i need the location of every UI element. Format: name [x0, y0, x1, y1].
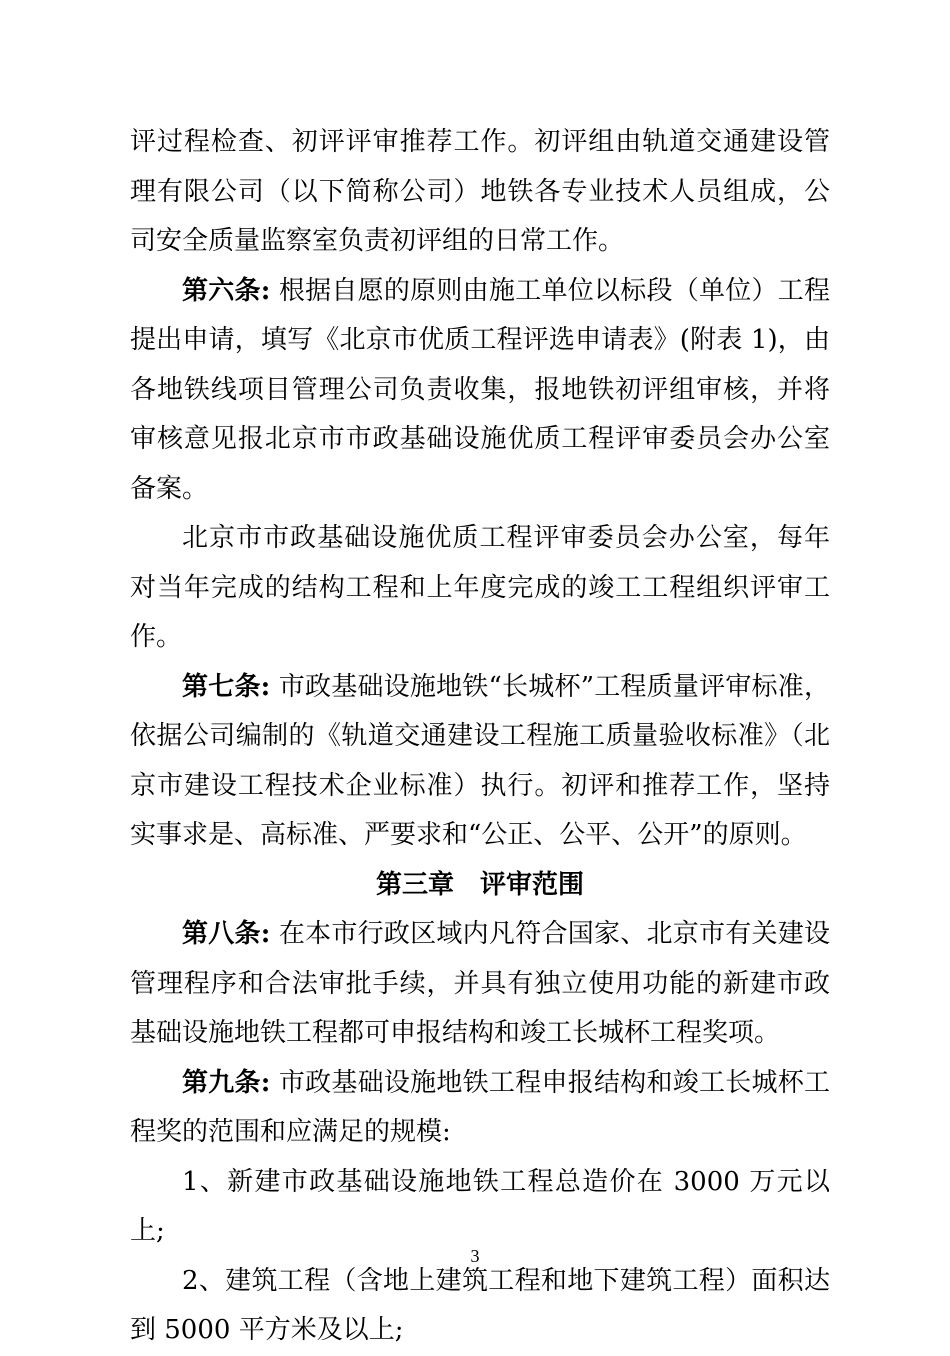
article-label: 第七条: [182, 671, 271, 702]
list-item-text: 1、新建市政基础设施地铁工程总造价在 3000 万元以上; [130, 1166, 830, 1246]
article-9 [130, 1059, 830, 1158]
paragraph-continuation [130, 118, 830, 267]
list-item-text: 2、建筑工程（含地上建筑工程和地下建筑工程）面积达到 5000 平方米及以上; [130, 1265, 830, 1345]
article-6 [130, 267, 830, 515]
document-body [130, 118, 830, 1356]
paragraph-review-office [130, 514, 830, 663]
paragraph-text: 根据自愿的原则由施工单位以标段（单位）工程提出申请，填写《北京市优质工程评选申请表》(附表 1)，由各地铁线项目管理公司负责收集，报地铁初评组审核，并将审核意见报北京市市政基础设施优质工程评审委员会办公室备案。 [130, 275, 830, 504]
chapter-title: 第三章 评审范围 [375, 869, 584, 900]
article-label: 第八条: [182, 919, 271, 949]
article-label: 第九条: [182, 1067, 271, 1098]
page-number: 3 [470, 1246, 480, 1266]
paragraph-text: 市政基础设施地铁工程申报结构和竣工长城杯工程奖的范围和应满足的规模: [130, 1067, 830, 1147]
article-label: 第六条: [182, 275, 271, 306]
article-7 [130, 663, 830, 861]
paragraph-text: 北京市市政基础设施优质工程评审委员会办公室，每年对当年完成的结构工程和上年度完成的竣工工程组织评审工作。 [130, 523, 830, 652]
list-item-2 [130, 1257, 830, 1356]
paragraph-text: 在本市行政区域内凡符合国家、北京市有关建设管理程序和合法审批手续，并具有独立使用功能的新建市政基础设施地铁工程都可申报结构和竣工长城杯工程奖项。 [130, 919, 830, 1048]
article-8 [130, 910, 830, 1059]
list-item-1 [130, 1158, 830, 1257]
chapter-heading [130, 861, 830, 911]
paragraph-text: 评过程检查、初评评审推荐工作。初评组由轨道交通建设管理有限公司（以下简称公司）地铁各专业技术人员组成，公司安全质量监察室负责初评组的日常工作。 [130, 127, 830, 256]
paragraph-text: 市政基础设施地铁“长城杯”工程质量评审标准，依据公司编制的《轨道交通建设工程施工质量验收标准》（北京市建设工程技术企业标准）执行。初评和推荐工作，坚持实事求是、高标准、严要求和“公正、公平、公开”的原则。 [130, 671, 830, 850]
